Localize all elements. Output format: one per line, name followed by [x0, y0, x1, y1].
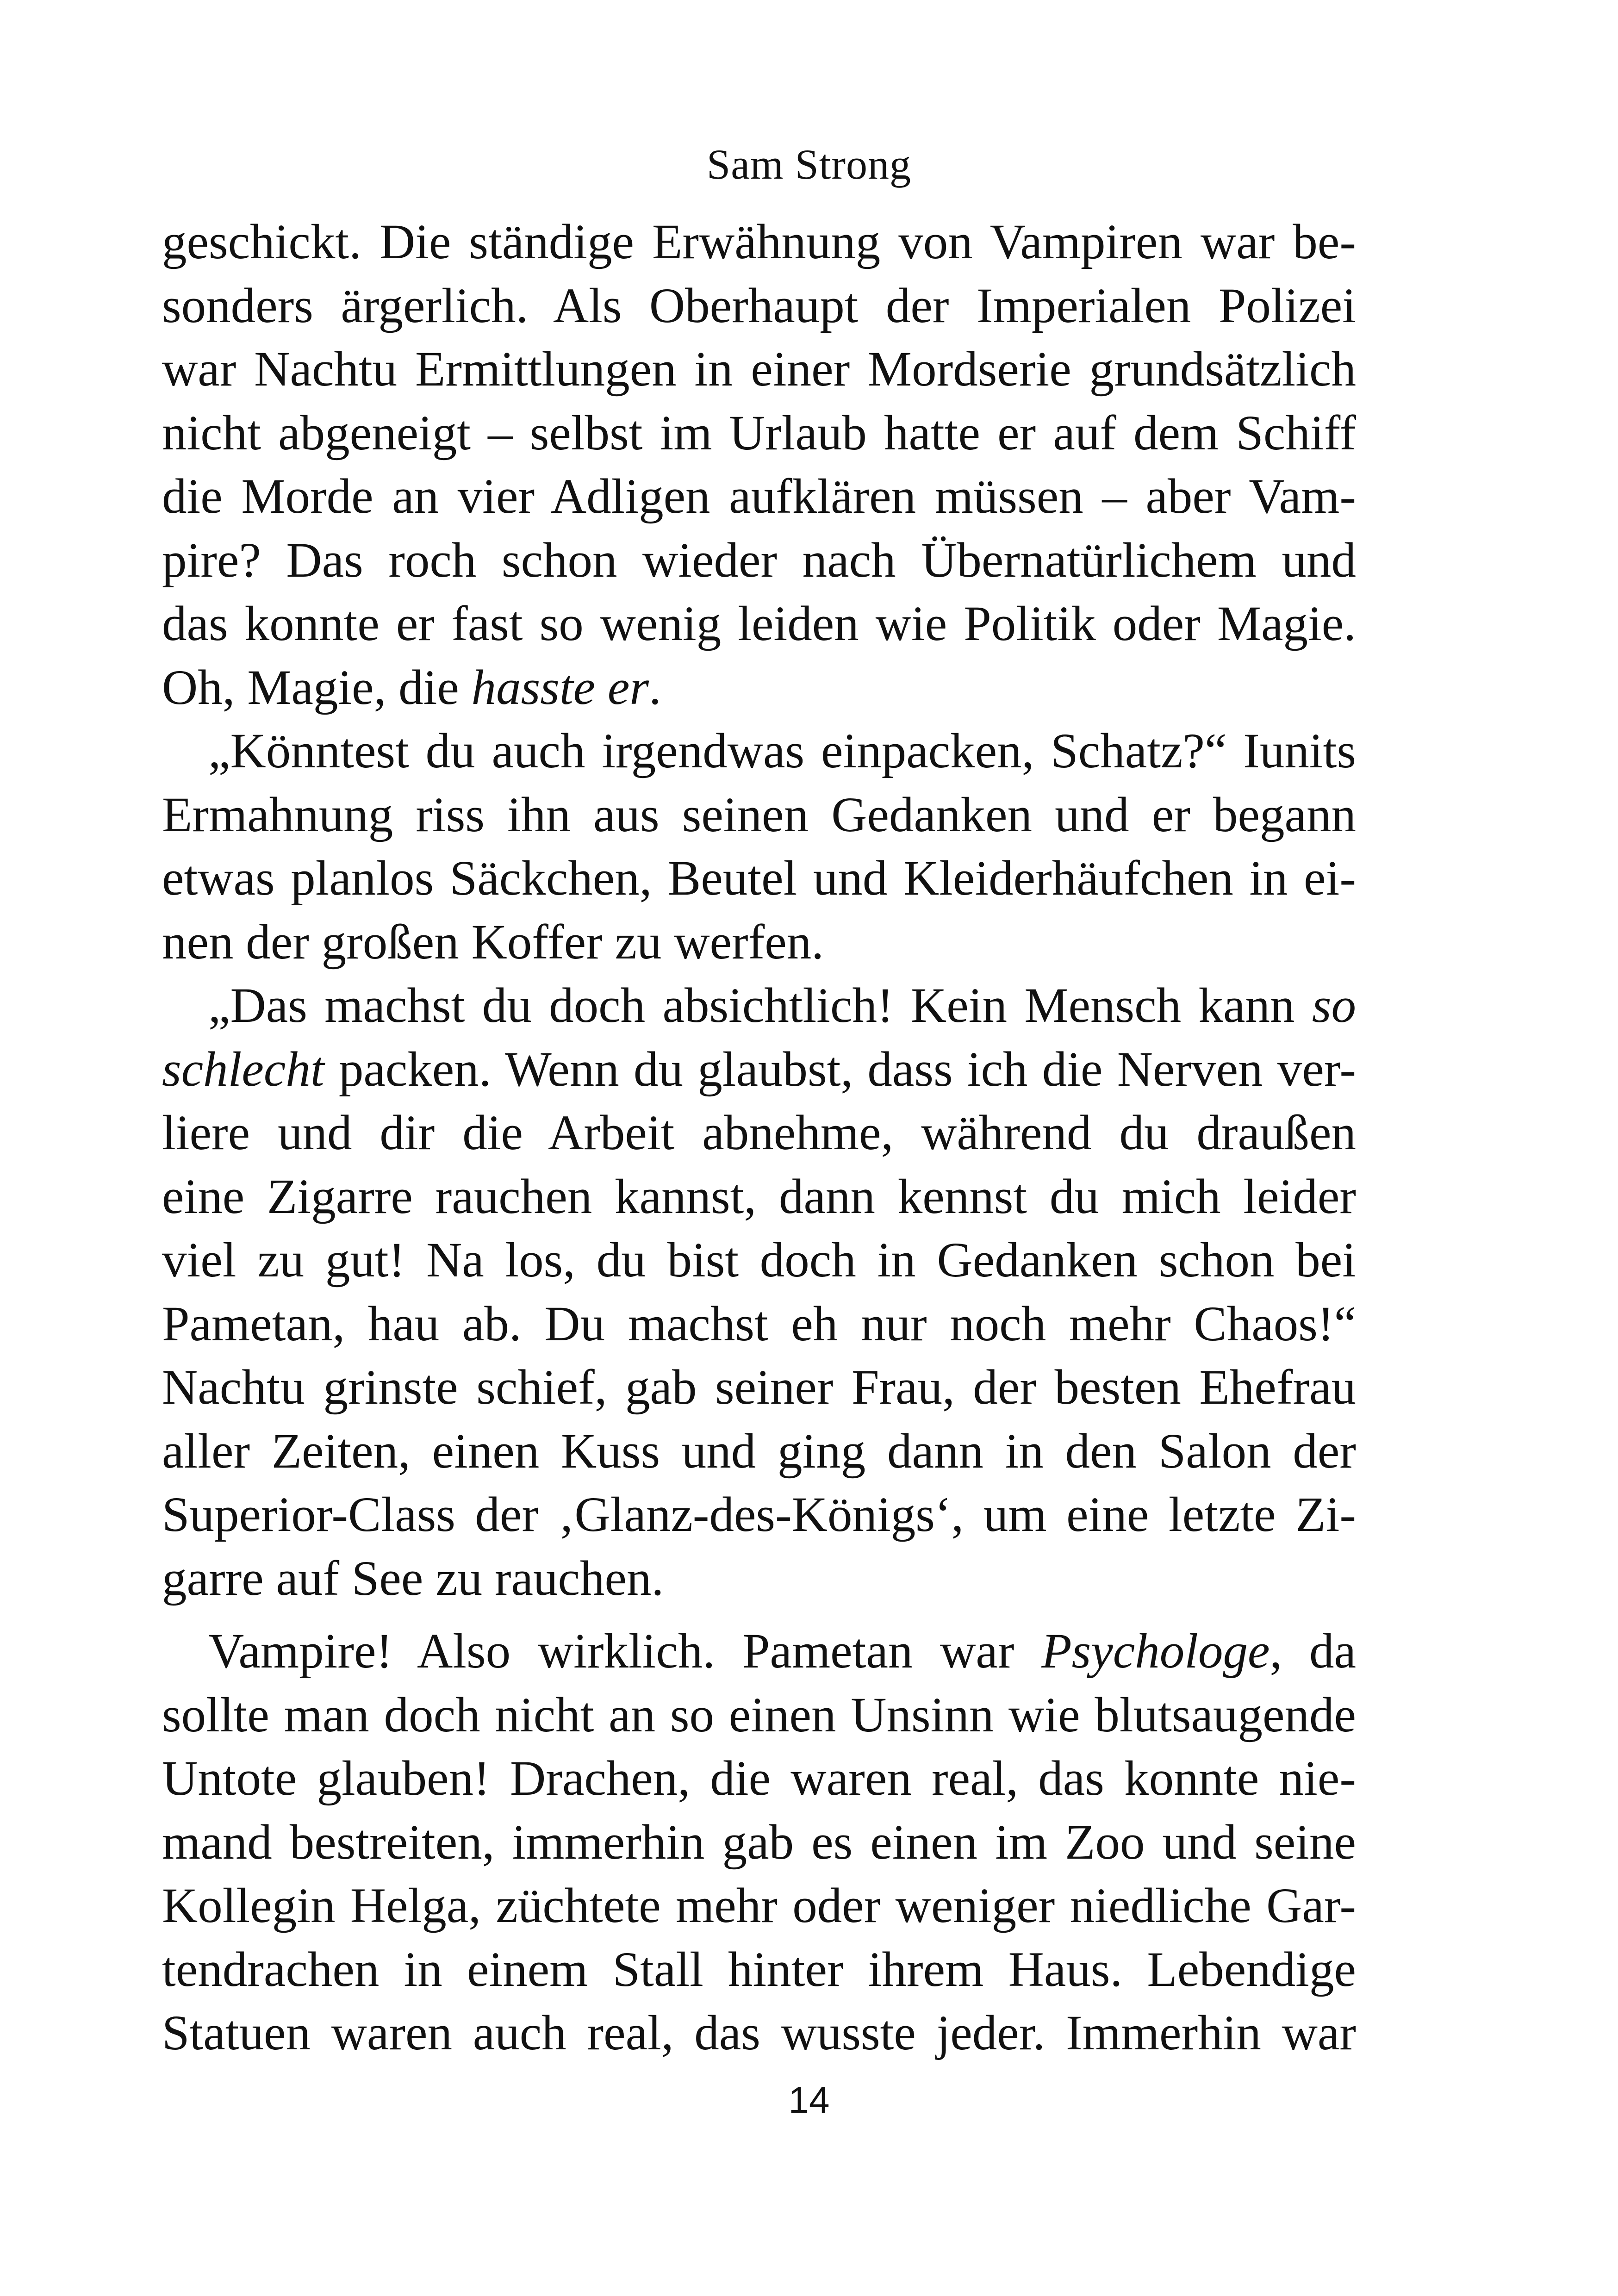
body-text: [162, 211, 1356, 2066]
text-segment: nen der großen Koffer zu werfen.: [162, 915, 824, 970]
text-line: [162, 1165, 1356, 1229]
paragraph: [162, 720, 1356, 974]
text-segment: Untote glauben! Drachen, die waren real, das konnte nie-: [162, 1751, 1356, 1806]
text-segment: Kollegin Helga, züchtete mehr oder weniger niedliche Gar-: [162, 1879, 1356, 1933]
paragraph: [162, 1620, 1356, 2066]
text-line: [162, 1101, 1356, 1165]
text-line: [162, 274, 1356, 338]
text-segment: das konnte er fast so wenig leiden wie Politik oder Magie.: [162, 597, 1356, 651]
text-line: [162, 1038, 1356, 1102]
text-segment: pire? Das roch schon wieder nach Übernatürlichem und: [162, 533, 1356, 588]
running-head: Sam Strong: [707, 141, 911, 188]
text-line: [162, 911, 1356, 975]
italic-text: schlecht: [162, 1042, 324, 1097]
page-number: 14: [788, 2079, 830, 2121]
text-segment: Superior-Class der ‚Glanz-des-Königs‘, um eine letzte Zi-: [162, 1487, 1356, 1542]
text-line: [162, 402, 1356, 466]
text-line: [162, 2002, 1356, 2066]
text-segment: packen. Wenn du glaubst, dass ich die Nerven ver-: [324, 1042, 1356, 1097]
text-segment: liere und dir die Arbeit abnehme, während du draußen: [162, 1106, 1356, 1160]
text-segment: etwas planlos Säckchen, Beutel und Kleiderhäufchen in ei-: [162, 851, 1356, 906]
text-line: [162, 1293, 1356, 1356]
text-line: [162, 1811, 1356, 1875]
text-line: [162, 1620, 1356, 1684]
text-segment: eine Zigarre rauchen kannst, dann kennst du mich leider: [162, 1169, 1356, 1224]
paragraph: [162, 211, 1356, 720]
text-segment: nicht abgeneigt – selbst im Urlaub hatte er auf dem Schiff: [162, 405, 1356, 460]
text-segment: Oh, Magie, die: [162, 660, 472, 715]
text-segment: aller Zeiten, einen Kuss und ging dann in den Salon der: [162, 1424, 1356, 1479]
text-line: [162, 211, 1356, 274]
text-segment: , da: [1270, 1624, 1356, 1679]
text-segment: tendrachen in einem Stall hinter ihrem Haus. Lebendige: [162, 1942, 1356, 1997]
text-segment: garre auf See zu rauchen.: [162, 1551, 664, 1606]
paragraph: [162, 974, 1356, 1611]
text-segment: viel zu gut! Na los, du bist doch in Gedanken schon bei: [162, 1233, 1356, 1288]
italic-text: Psychologe: [1041, 1624, 1270, 1679]
text-line: [162, 529, 1356, 593]
text-line: [162, 1356, 1356, 1420]
text-line: [162, 784, 1356, 847]
text-line: [162, 338, 1356, 402]
text-line: [162, 847, 1356, 911]
text-segment: Nachtu grinste schief, gab seiner Frau, der besten Ehefrau: [162, 1360, 1356, 1415]
text-segment: Pametan, hau ab. Du machst eh nur noch mehr Chaos!“: [162, 1296, 1356, 1351]
text-line: [162, 974, 1356, 1038]
text-segment: Statuen waren auch real, das wusste jeder. Immerhin war: [162, 2006, 1356, 2060]
text-segment: Vampire! Also wirklich. Pametan war: [208, 1624, 1042, 1679]
text-line: [162, 1938, 1356, 2002]
text-line: [162, 1684, 1356, 1748]
text-segment: .: [648, 660, 661, 715]
text-line: [162, 465, 1356, 529]
italic-text: so: [1312, 978, 1356, 1033]
text-line: [162, 1229, 1356, 1293]
italic-text: hasste er: [471, 660, 649, 715]
text-segment: sonders ärgerlich. Als Oberhaupt der Imperialen Polizei: [162, 278, 1356, 333]
text-line: [162, 1547, 1356, 1611]
text-segment: „Das machst du doch absichtlich! Kein Mensch kann: [208, 978, 1312, 1033]
text-segment: geschickt. Die ständige Erwähnung von Vampiren war be-: [162, 215, 1356, 269]
text-line: [162, 592, 1356, 656]
text-segment: Ermahnung riss ihn aus seinen Gedanken und er begann: [162, 787, 1356, 842]
text-segment: mand bestreiten, immerhin gab es einen im Zoo und seine: [162, 1815, 1356, 1870]
text-segment: sollte man doch nicht an so einen Unsinn wie blutsaugende: [162, 1687, 1356, 1742]
text-segment: war Nachtu Ermittlungen in einer Mordserie grundsätzlich: [162, 342, 1356, 397]
text-line: [162, 720, 1356, 784]
text-segment: die Morde an vier Adligen aufklären müssen – aber Vam-: [162, 469, 1356, 524]
text-line: [162, 1420, 1356, 1484]
text-line: [162, 656, 1356, 720]
text-line: [162, 1747, 1356, 1811]
text-segment: „Könntest du auch irgendwas einpacken, Schatz?“ Iunits: [208, 724, 1356, 778]
text-line: [162, 1874, 1356, 1938]
text-line: [162, 1483, 1356, 1547]
